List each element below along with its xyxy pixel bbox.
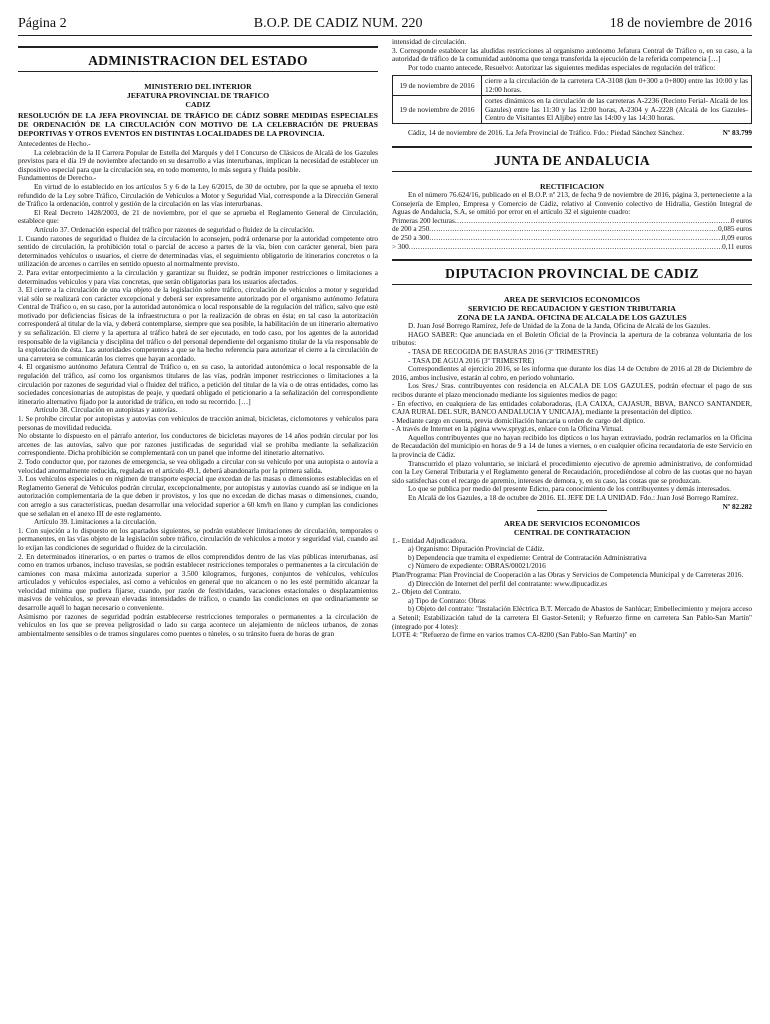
header-rule	[18, 35, 752, 36]
measure-description: cierre a la circulación de la carretera CA-3108 (km 0+300 a 0+800) entre las 10:00 y las 12:00 horas.	[482, 76, 752, 96]
paragraph: HAGO SABER: Que anunciada en el Boletín Oficial de la Provincia la apertura de la cobranza voluntaria de los tributos:	[392, 330, 752, 348]
section-title-diputacion: DIPUTACION PROVINCIAL DE CADIZ	[392, 259, 752, 285]
rate-value: 0,09 euros	[721, 233, 752, 242]
traffic-measures-table	[392, 75, 752, 124]
section-title-junta: JUNTA DE ANDALUCIA	[392, 146, 752, 172]
paragraph: 1. Cuando razones de seguridad o fluidez de la circulación lo aconsejen, podrá ordenarse por la autoridad competente otro sentido de circulación, la prohibición total o parcial de acceso a partes de la vía, bien con carácter general, bien para determinados vehículos o usuarios, el cierre de determinadas vías, el seguimiento obligatorio de itinerarios concretos o la utilización de arcenes o carriles en sentido opuesto al normalmente previsto.	[18, 234, 378, 269]
paragraph: Aquellos contribuyentes que no hayan recibido los dípticos o los hayan extraviado, podrán reclamarlos en la Oficina de Recaudación del municipio en horas de 9 a 14 de lunes a viernes, o en cualquier oficina recaudatoria de este Servicio en la provincia de Cádiz.	[392, 433, 752, 460]
paragraph: LOTE 4: "Refuerzo de firme en varios tramos CA-8200 (San Pablo-San Martín)" en	[392, 631, 637, 640]
city-heading: CADIZ	[185, 100, 211, 109]
paragraph: b) Dependencia que tramita el expediente: Central de Contratación Administrativa	[408, 553, 647, 562]
paragraph: En virtud de lo establecido en los artículos 5 y 6 de la Ley 6/2015, de 30 de octubre, por la que se aprueba el texto refundido de la Ley sobre Tráfico, Circulación de Vehículos a Motor y Seguridad Vial, corresponde a la Dirección General de Tráfico la ordenación, control y gestión de la circulación en las vías interurbanas.	[18, 182, 378, 209]
paragraph: Antecedentes de Hecho.-	[18, 140, 91, 148]
collection-signature	[392, 494, 752, 511]
paragraph: a) Organismo: Diputación Provincial de Cádiz.	[408, 545, 545, 554]
measure-description: cortes dinámicos en la circulación de las carreteras A-2236 (Recinto Ferial- Alcalá de los Gazules) entre las 11:30 y las 12:00 horas, A-2304 y A-2228 (Alcalá de los Gazules-Centro de Visitantes El Aljibe) entre las 14:00 y las 14:30 horas.	[482, 96, 752, 124]
rate-label: Primeras 200 lecturas	[392, 216, 455, 225]
paragraph: c) Número de expediente: OBRAS/00021/2016	[408, 562, 546, 571]
contract-notice-body	[392, 537, 752, 640]
rate-value: 0,085 euros	[718, 225, 752, 234]
paragraph: Artículo 37. Ordenación especial del tráfico por razones de seguridad o fluidez de la circulación.	[34, 225, 315, 234]
paragraph: Transcurrido el plazo voluntario, se iniciará el procedimiento ejecutivo de apremio administrativo, de conformidad con la Ley General Tributaria y el Reglamento general de Recaudación, procediéndose al cobro de las cuotas que no hayan sido satisfechas con el recargo de apremio, intereses de demora, y, en su caso, las costas que se produzcan.	[392, 459, 752, 485]
paragraph: - TASA DE RECOGIDA DE BASURAS 2016 (3º TRIMESTRE)	[408, 347, 598, 356]
resolution-title: RESOLUCIÓN DE LA JEFA PROVINCIAL DE TRÁFICO DE CÁDIZ SOBRE MEDIDAS ESPECIALES DE ORDENACIÓN DE LA CIRCULACIÓN CON MOTIVO DE LA CELEBRACIÓN DE PRUEBAS DEPORTIVAS Y OTROS EVENTOS EN DISTINTAS LOCALIDADES DE LA PROVINCIA.	[18, 111, 378, 138]
measure-date: 19 de noviembre de 2016	[393, 76, 482, 96]
rectification-heading: RECTIFICACION	[539, 182, 605, 191]
paragraph: Asimismo por razones de seguridad podrán establecerse restricciones temporales o permanentes a la circulación de vehículos en los que se prevea peligrosidad o lado su carga acontece un alejamiento de núcleos urbanos, de zonas ambientalmente sensibles o de tramos singulares como puentes o túneles, o su tránsito fuera de horas de gran	[18, 612, 378, 638]
paragraph: No obstante lo dispuesto en el párrafo anterior, los conductores de bicicletas mayores de 14 años podrán circular por los arcenes de las autovías, salvo que por razones justificadas de seguridad vial se prohíba mediante la señalización correspondiente. Dicha prohibición se complementará con un panel que informe del itinerario alternativo.	[18, 432, 378, 458]
office-heading: JEFATURA PROVINCIAL DE TRAFICO	[126, 91, 270, 100]
dot-leader	[429, 225, 718, 234]
paragraph: 2. Todo conductor que, por razones de emergencia, se vea obligado a circular con su vehículo por una autopista o autovía a velocidad anormalmente reducida, regulada en el artículo 49.1, deberá abandonarla por la primera salida.	[18, 457, 378, 475]
right-column	[392, 38, 752, 640]
traffic-ref-number: Nº 83.799	[722, 129, 752, 138]
paragraph: El Real Decreto 1428/2003, de 21 de noviembre, por el que se aprueba el Reglamento General de Circulación, establece que:	[18, 208, 378, 226]
bulletin-title: B.O.P. DE CADIZ NUM. 220	[253, 16, 423, 31]
paragraph: Los Sres./ Sras. contribuyentes con residencia en ALCALA DE LOS GAZULES, podrán efectuar el pago de sus recibos durante el plazo mencionado mediante los siguientes medios de pago:	[392, 382, 752, 399]
rate-row	[392, 217, 752, 226]
rate-row	[392, 225, 752, 234]
paragraph: 1. Se prohíbe circular por autopistas y autovías con vehículos de tracción animal, bicicletas, ciclomotores y vehículos para personas de movilidad reducida.	[18, 415, 378, 432]
rate-value: 0,11 euros	[722, 242, 752, 251]
service-heading-2: CENTRAL DE CONTRATACION	[513, 527, 631, 537]
paragraph: En el número 76.624/16, publicado en el B.O.P. nº 213, de fecha 9 de noviembre de 2016, página 3, perteneciente a la Consejería de Empleo, Empresa y Comercio de Cádiz, relativo al Convenio colectivo de Hidralia, Gestión Integral de Aguas de Andalucía, S.A, se omitió por error en el artículo 32 el siguiente cuadro:	[392, 191, 752, 217]
paragraph: Artículo 39. Limitaciones a la circulación.	[34, 518, 157, 527]
section-title-administracion: ADMINISTRACION DEL ESTADO	[18, 46, 378, 72]
paragraph: b) Objeto del contrato: "Instalación Eléctrica B.T. Mercado de Abastos de Sanlúcar; Embellecimiento y mejora acceso a Setenil; Estabilización talud de la carretera El Gastor-Setenil; y Refuerzo firme en carretera San Pablo-San Martín" (integrado por 4 lotes):	[392, 605, 752, 631]
service-heading-1: SERVICIO DE RECAUDACION Y GESTION TRIBUTARIA	[468, 304, 676, 314]
paragraph: Artículo 38. Circulación en autopistas y autovías.	[34, 406, 178, 415]
paragraph: - A través de Internet en la página www.sprygt.es, enlace con la Oficina Virtual.	[392, 425, 624, 434]
paragraph: 4. El organismo autónomo Jefatura Central de Tráfico o, en su caso, la autoridad autonómica o local responsable de la regulación del tráfico, así como los organismos titulares de las vías, podrán imponer restricciones o limitaciones a la circulación por razones de seguridad vial o fluidez del tráfico, a petición del titular de la vía o de otras entidades, como las sociedades concesionarias de autopistas de peaje, y quedará obligado el peticionario a la señalización del correspondiente itinerario alternativo fijado por la autoridad de tráfico, en todo su recorrido. […]	[18, 363, 378, 406]
rate-value: 0 euros	[730, 216, 752, 225]
rate-row	[392, 234, 752, 243]
paragraph: Por todo cuanto antecede, Resuelvo: Autorizar las siguientes medidas especiales de regulación del tráfico:	[408, 63, 716, 72]
page-header	[18, 12, 752, 32]
paragraph: Lo que se publica por medio del presente Edicto, para conocimiento de los contribuyentes y demás interesados.	[408, 485, 731, 494]
dot-leader	[429, 234, 722, 243]
collection-notice-body	[392, 322, 752, 494]
traffic-signature-text: Cádiz, 14 de noviembre de 2016. La Jefa Provincial de Tráfico. Fdo.: Piedad Sánchez Sánchez.	[408, 129, 685, 138]
paragraph: La celebración de la II Carrera Popular de Estella del Marqués y del I Concurso de Clásicos de Alcalá de los Gazules previstos para el día 19 de noviembre afectando en su desarrollo a vías interurbanas, implican la necesidad de establecer un dispositivo especial para que la circulación sea, en todo momento, lo más segura y fluida posible.	[18, 148, 378, 174]
resolution-body	[18, 140, 378, 638]
measure-date: 19 de noviembre de 2016	[393, 96, 482, 124]
dot-leader	[409, 243, 722, 252]
paragraph: 2. En determinados itinerarios, o en partes o tramos de ellos comprendidos dentro de las vías públicas interurbanas, así como en tramos urbanos, incluso travesías, se podrán establecer restricciones temporales o permanentes a la circulación de camiones con masa máxima autorizada superior a 3.500 kilogramos, furgones, conjuntos de vehículos, vehículos articulados y vehículos especiales, así como a vehículos en general que no alcancen o no les esté permitido alcanzar la velocidad mínima que pudiera fijarse, cuando, por razón de festividades, vacaciones estacionales o desplazamientos masivos de vehículos, se prevean elevadas intensidades de tráfico, o cuando las condiciones en que ordinariamente se desarrolle aquél lo hagan necesario o conveniente.	[18, 552, 378, 613]
paragraph: 1. Con sujeción a lo dispuesto en los apartados siguientes, se podrán establecer limitaciones de circulación, temporales o permanentes, en las vías objeto de la legislación sobre tráfico, circulación de vehículos a motor y seguridad vial, cuando así lo exijan las condiciones de seguridad o fluidez de la circulación.	[18, 526, 378, 552]
paragraph: a) Tipo de Contrato: Obras	[408, 596, 486, 605]
rate-label: de 200 a 250	[392, 225, 430, 234]
dot-leader	[455, 217, 731, 226]
paragraph: 2. Para evitar entorpecimiento a la circulación y garantizar su fluidez, se podrán imponer restricciones o limitaciones a determinados vehículos y para vías concretas, que serán obligatorias para los usuarios afectados.	[18, 268, 378, 286]
issue-date: 18 de noviembre de 2016	[609, 16, 752, 31]
area-heading-1: AREA DE SERVICIOS ECONOMICOS	[504, 295, 640, 305]
paragraph: 1.- Entidad Adjudicadora.	[392, 536, 467, 545]
rate-label: > 300	[392, 242, 409, 251]
collection-signature-text: En Alcalá de los Gazules, a 18 de octubre de 2016. EL JEFE DE LA UNIDAD. Fdo.: Juan José Borrego Ramírez.	[408, 494, 739, 503]
page-number: Página 2	[18, 16, 67, 31]
table-row	[393, 76, 752, 96]
traffic-signature	[392, 129, 752, 138]
paragraph: - TASA DE AGUA 2016 (3º TRIMESTRE)	[408, 356, 535, 365]
paragraph: 3. Los vehículos especiales o en régimen de transporte especial que excedan de las masas o dimensiones establecidas en el Reglamento General de Vehículos podrán circular, excepcionalmente, por autopistas y autovías cuando así se indique en la autorización complementaria de la que deben ir provistos, y los que no excedan de dichas masas o dimensiones, cuando, con arreglo a sus características, puedan desarrollar una velocidad superior a 60 km/h en llano y cumplan las condiciones que se señalan en el anexo III de este reglamento.	[18, 475, 378, 518]
rates-list	[392, 217, 752, 251]
paragraph: Correspondientes al ejercicio 2016, se les informa que durante los días 14 de Octubre de 2016 al 28 de Diciembre de 2016, ambos inclusive, estarán al cobro, en periodo voluntario.	[392, 365, 752, 382]
paragraph: Plan/Programa: Plan Provincial de Cooperación a las Obras y Servicios de Competencia Municipal y de Carreteras 2016.	[392, 571, 744, 579]
rate-label: de 250 a 300	[392, 233, 430, 242]
paragraph: - En efectivo, en cualquiera de las entidades colaboradoras, (LA CAIXA, CAJASUR, BBVA, BANCO SANTANDER, CAJA RURAL DEL SUR, BANCO ANDALUCIA Y UNICAJA), mediante la presentación del díptico.	[392, 399, 752, 417]
left-column	[18, 38, 378, 640]
area-heading-2: AREA DE SERVICIOS ECONOMICOS	[504, 518, 640, 528]
paragraph: intensidad de circulación.	[392, 38, 467, 46]
paragraph: D. Juan José Borrego Ramírez, Jefe de Unidad de la Zona de la Janda, Oficina de Alcalá de los Gazules.	[408, 322, 711, 331]
collection-ref-number: Nº 82.282	[722, 502, 752, 511]
paragraph: d) Dirección de Internet del perfil del contratante: www.dipucadiz.es	[408, 579, 608, 588]
table-row	[393, 96, 752, 124]
section-divider	[537, 510, 607, 511]
rectification-body	[392, 191, 752, 217]
resolution-continuation	[392, 38, 752, 72]
paragraph: 2.- Objeto del Contrato.	[392, 588, 462, 597]
zone-heading: ZONA DE LA JANDA. OFICINA DE ALCALA DE LOS GAZULES	[457, 313, 687, 323]
paragraph: Fundamentos de Derecho.-	[18, 174, 97, 183]
paragraph: - Mediante cargo en cuenta, previa domiciliación bancaria u orden de cargo del díptico.	[392, 416, 646, 425]
rate-row	[392, 243, 752, 252]
paragraph: 3. El cierre a la circulación de una vía objeto de la legislación sobre tráfico, circulación de vehículos a motor y seguridad vial sólo se realizará con carácter excepcional y deberá ser expresamente autorizado por el organismo autónomo Jefatura Central de Tráfico o, en su caso, por la autoridad autonómica o local responsable de la regulación del tráfico, salvo que esté motivado por deficiencias físicas de la infraestructura o por la realización de obras en ésta; en tal caso la autorización corresponderá al titular de la vía, y deberá contemplarse, siempre que sea posible, la habilitación de un itinerario alternativo y su señalización. El cierre y la apertura al tráfico habrá de ser ejecutado, en todo caso, por los agentes de la autoridad responsable de la vigilancia y disciplina del tráfico o del personal dependiente del organismo titular de la vía responsable de la explotación de ésta. Las autoridades competentes a que se ha hecho referencia para autorizar el cierre a la circulación de una carretera se comunicarán los cierres que hayan acordado.	[18, 286, 378, 363]
paragraph: 3. Corresponde establecer las aludidas restricciones al organismo autónomo Jefatura Central de Tráfico o, en su caso, a la autoridad de tráfico de la comunidad autónoma que tenga transferida la ejecución de la referida competencia […]	[392, 46, 752, 64]
ministry-heading: MINISTERIO DEL INTERIOR	[144, 82, 252, 91]
